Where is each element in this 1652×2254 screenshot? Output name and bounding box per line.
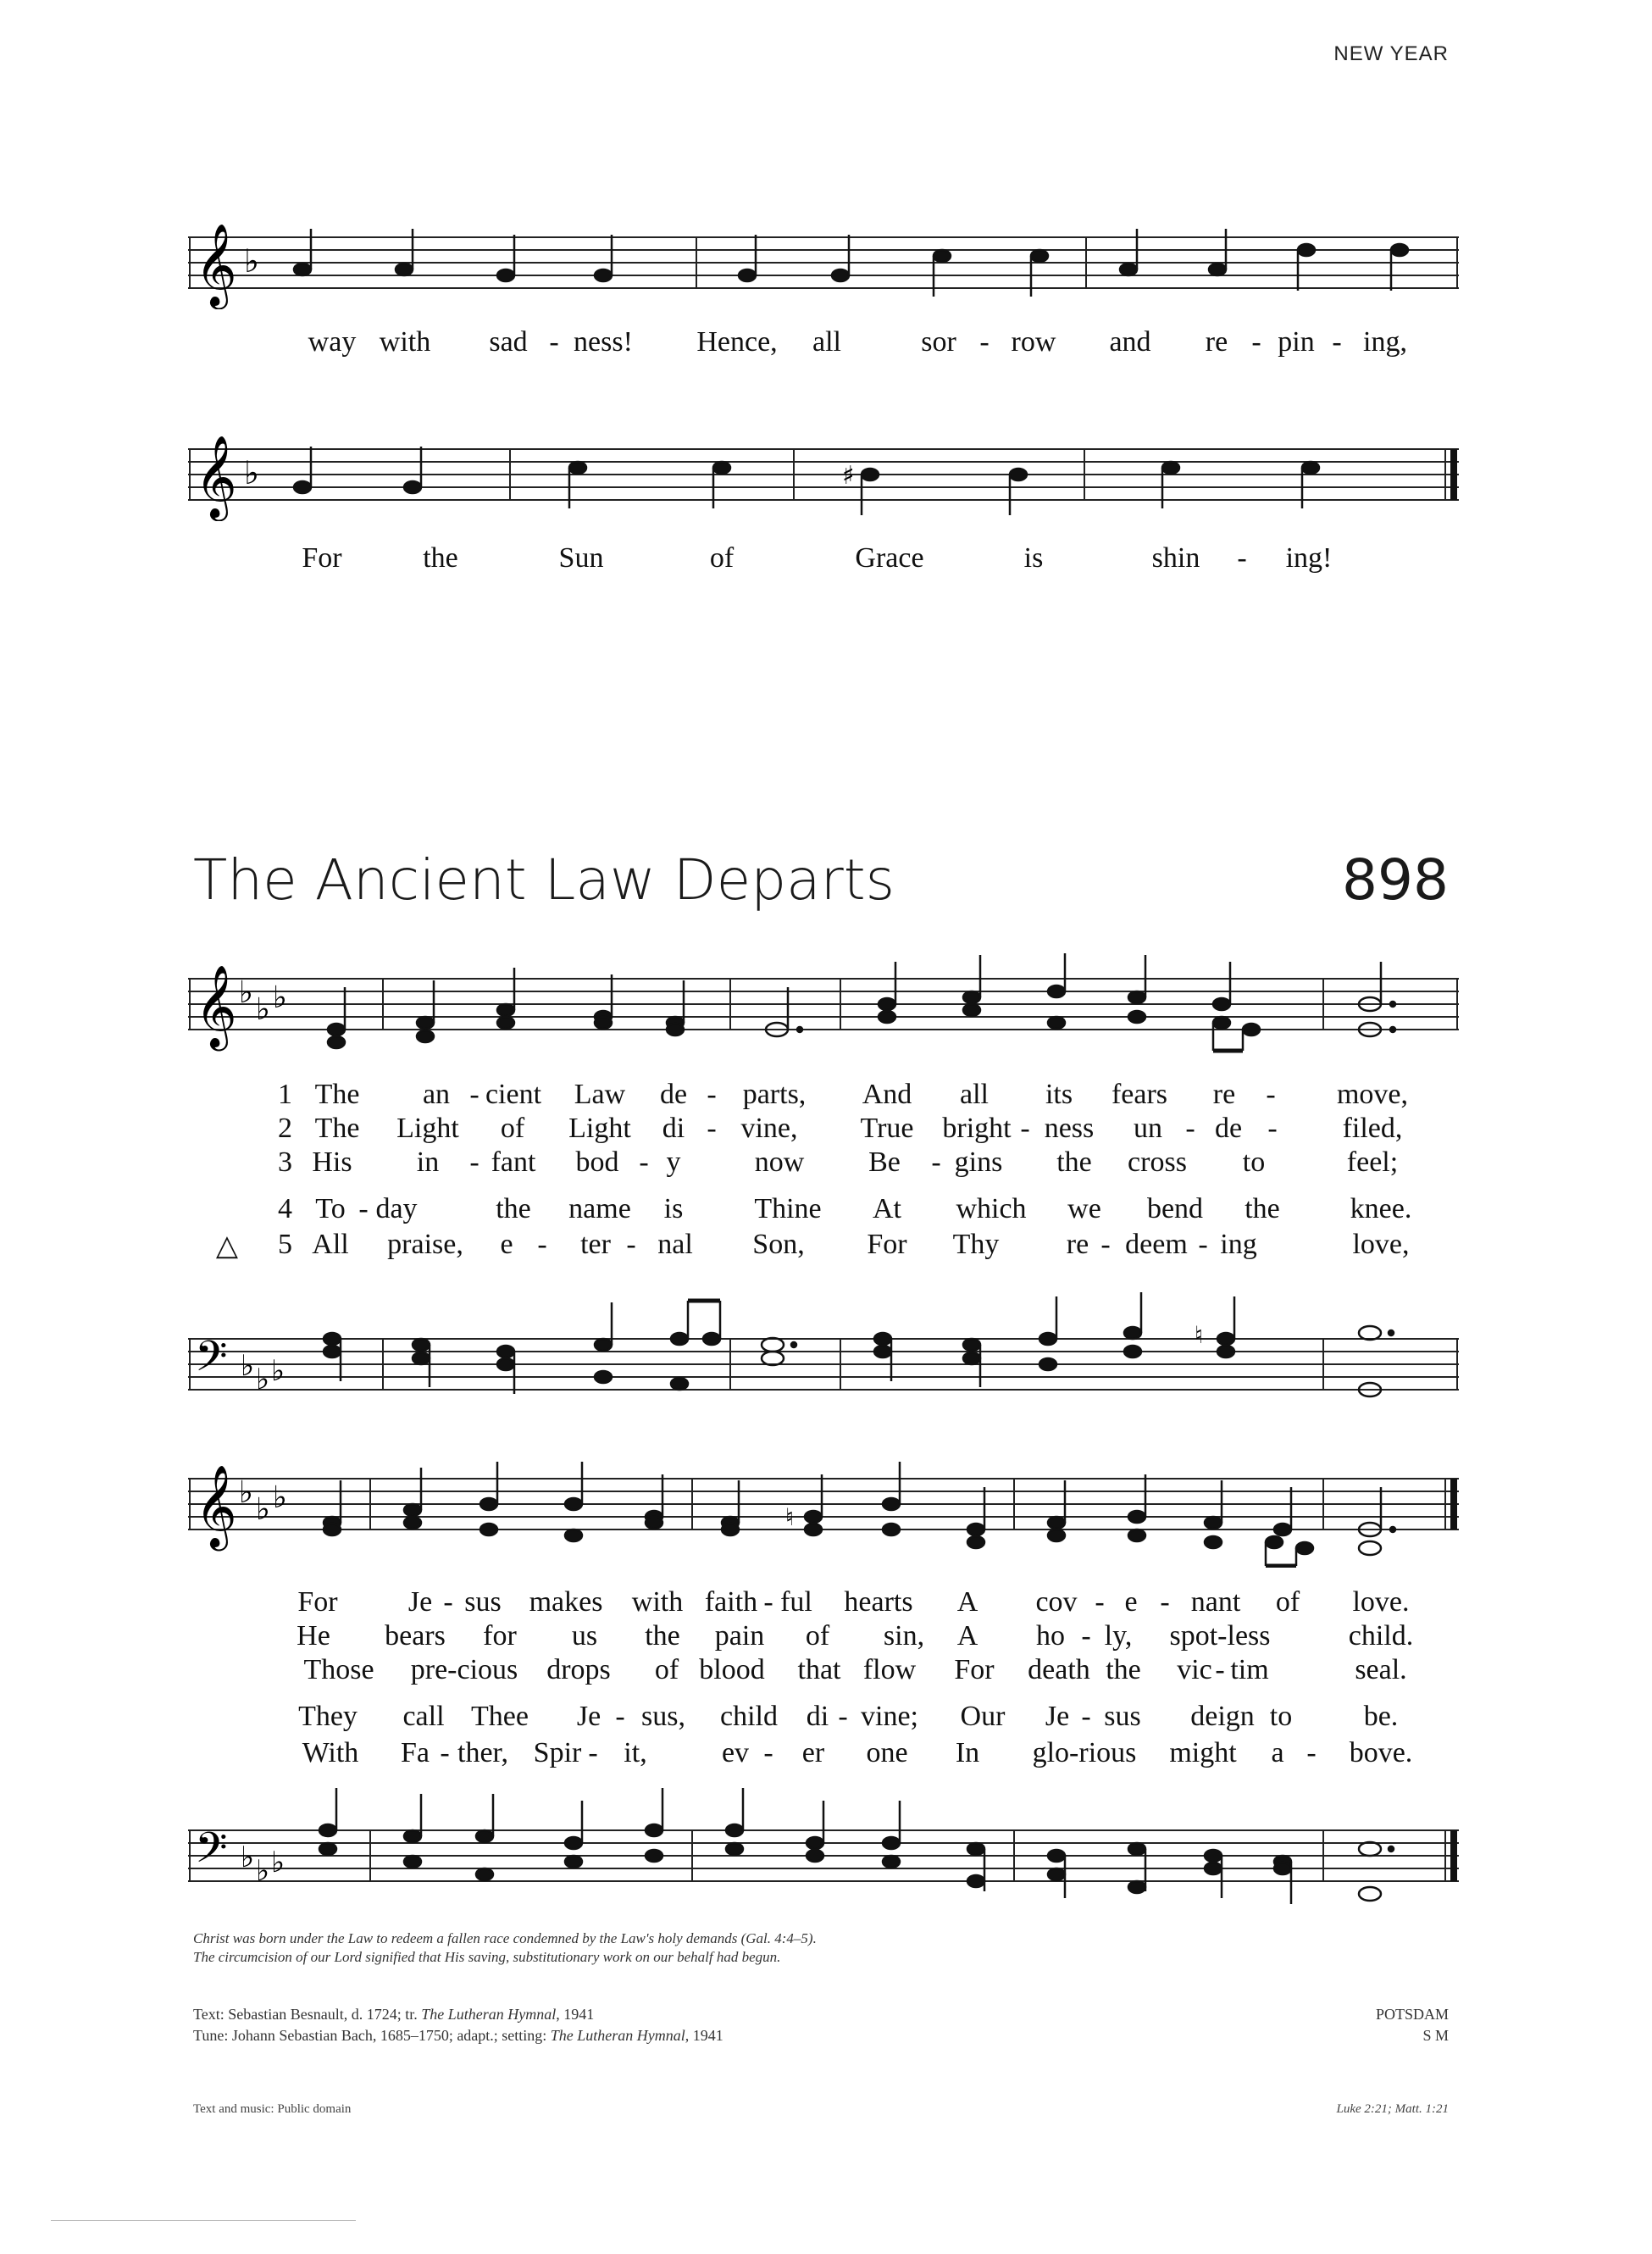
syllable: - (707, 1079, 717, 1110)
syllable: cov (1035, 1586, 1078, 1618)
syllable: bove. (1349, 1737, 1413, 1768)
notes (324, 1292, 1394, 1396)
syllable: sor (921, 326, 956, 358)
syllable: the (1056, 1146, 1092, 1178)
syllable: its (1045, 1079, 1073, 1110)
treble-clef-icon: 𝄞 (195, 964, 237, 1047)
syllable: For (954, 1654, 995, 1685)
syllable: of (709, 542, 735, 574)
text-credit-year: , 1941 (556, 2006, 595, 2023)
syllable: which (956, 1193, 1027, 1224)
syllable: Son, (752, 1229, 805, 1260)
syllable: Our (960, 1701, 1006, 1732)
syllable: ly, (1104, 1620, 1133, 1652)
syllable: - (626, 1229, 636, 1260)
syllable: move, (1336, 1079, 1409, 1110)
syllable: - (931, 1146, 941, 1178)
syllable: Sun (558, 542, 604, 574)
syllable: of (654, 1654, 679, 1685)
syllable: ev (721, 1737, 750, 1768)
syllable: Je (576, 1701, 601, 1732)
syllable: un (1134, 1113, 1162, 1144)
syllable: di (806, 1701, 829, 1732)
staff-lines (188, 237, 1459, 288)
syllable: All (312, 1229, 349, 1260)
syllable: - (443, 1586, 453, 1618)
syllable: ing, (1363, 326, 1407, 358)
note-line-1: Christ was born under the Law to redeem a fallen race condemned by the Law's holy demands (Gal. 4:4–5). (193, 1930, 817, 1946)
syllable: e (1124, 1586, 1138, 1618)
flat-icon: ♭ (244, 454, 259, 491)
syllable: ing (1220, 1229, 1257, 1260)
syllable: the (1245, 1193, 1280, 1224)
flat-icon: ♭ (273, 980, 287, 1015)
flat-icon: ♭ (256, 1363, 270, 1396)
final-barline (1450, 1830, 1457, 1881)
syllable: deem (1125, 1229, 1188, 1260)
syllable: - (615, 1701, 625, 1732)
sharp-icon: ♯ (842, 461, 855, 491)
syllable: bend (1146, 1193, 1204, 1224)
lyrics-prev-line-1 (0, 326, 1652, 360)
syllable: with (631, 1586, 684, 1618)
syllable: - (469, 1146, 480, 1178)
syllable: The (314, 1079, 360, 1110)
syllable: - (639, 1146, 649, 1178)
staff-lines (188, 1479, 1459, 1530)
syllable: death (1028, 1654, 1090, 1685)
syllable: praise, (387, 1229, 463, 1260)
flat-icon: ♭ (271, 1846, 285, 1879)
bass-clef-icon: 𝄢 (195, 1824, 228, 1883)
lyrics-s1-verse-4 (0, 1193, 1652, 1227)
lyrics-s2-verse-3 (0, 1654, 1652, 1688)
syllable: Thine (754, 1193, 822, 1224)
text-credit (193, 2004, 723, 2025)
credits (193, 2004, 723, 2046)
syllable: spot-less (1169, 1620, 1271, 1652)
syllable: seal. (1355, 1654, 1407, 1685)
syllable: Those (303, 1654, 374, 1685)
syllable: ful (780, 1586, 812, 1618)
treble-clef-icon: 𝄞 (195, 223, 237, 306)
syllable: - (1100, 1229, 1111, 1260)
syllable: sad (489, 326, 528, 358)
flat-icon: ♭ (271, 1354, 285, 1388)
syllable: feel; (1346, 1146, 1399, 1178)
syllable: de (1214, 1113, 1243, 1144)
lyrics-s2-verse-2 (0, 1620, 1652, 1654)
notes (319, 1788, 1394, 1904)
music-staff-treble-2 (188, 1441, 1459, 1568)
syllable: He (297, 1620, 330, 1652)
syllable: glo-rious (1032, 1737, 1137, 1768)
syllable: drops (546, 1654, 611, 1685)
syllable: might (1169, 1737, 1237, 1768)
syllable: love. (1352, 1586, 1410, 1618)
lyrics-s2-verse-5 (0, 1737, 1652, 1771)
syllable: re (1212, 1079, 1236, 1110)
syllable: cient (485, 1079, 542, 1110)
syllable: For (297, 1586, 338, 1618)
syllable: sus (464, 1586, 502, 1618)
syllable: to (1242, 1146, 1266, 1178)
syllable: Je (1045, 1701, 1070, 1732)
lyrics-s1-verse-3 (0, 1146, 1652, 1180)
natural-icon: ♮ (1195, 1321, 1204, 1349)
syllable: - (763, 1737, 773, 1768)
syllable: row (1011, 326, 1056, 358)
tune-name: POTSDAM (1375, 2006, 1449, 2023)
scripture-reference: Luke 2:21; Matt. 1:21 (1336, 2102, 1449, 2116)
verse-number: 3 (278, 1146, 292, 1178)
syllable: di (662, 1113, 685, 1144)
syllable: - (1306, 1737, 1317, 1768)
syllable: vine, (740, 1113, 798, 1144)
syllable: is (663, 1193, 684, 1224)
syllable: pin (1278, 326, 1315, 358)
syllable: the (423, 542, 458, 574)
syllable: Hence, (696, 326, 778, 358)
hymn-number: 898 (1342, 847, 1449, 913)
syllable: is (1023, 542, 1044, 574)
flat-icon: ♭ (256, 992, 270, 1027)
syllable: of (805, 1620, 830, 1652)
syllable: of (1275, 1586, 1300, 1618)
note-line-2: The circumcision of our Lord signified that His saving, substitutionary work on our behalf had begun. (193, 1949, 781, 1965)
syllable: flow (862, 1654, 917, 1685)
syllable: - (1081, 1620, 1091, 1652)
syllable: y (666, 1146, 681, 1178)
syllable: - (763, 1586, 773, 1618)
flat-icon: ♭ (239, 975, 253, 1010)
tune-info (1376, 2004, 1449, 2046)
syllable: - (707, 1113, 717, 1144)
syllable: de (659, 1079, 688, 1110)
syllable: with (379, 326, 431, 358)
verse-number: 1 (278, 1079, 292, 1110)
syllable: and (1109, 326, 1151, 358)
final-barline (1450, 449, 1457, 500)
syllable: now (754, 1146, 805, 1178)
syllable: shin (1151, 542, 1200, 574)
syllable: - (1081, 1701, 1091, 1732)
syllable: Law (574, 1079, 626, 1110)
syllable: parts, (742, 1079, 807, 1110)
syllable: that (797, 1654, 841, 1685)
syllable: day (375, 1193, 418, 1224)
syllable: one (866, 1737, 908, 1768)
syllable: be. (1363, 1701, 1399, 1732)
syllable: all (960, 1079, 989, 1110)
staff-lines (188, 449, 1459, 500)
notes (328, 953, 1395, 1051)
syllable: bright (942, 1113, 1012, 1144)
syllable: - (979, 326, 990, 358)
music-staff-prev-1 (188, 216, 1459, 309)
syllable: Thee (471, 1701, 529, 1732)
syllable: His (312, 1146, 352, 1178)
syllable: of (500, 1113, 525, 1144)
syllable: bod (575, 1146, 619, 1178)
syllable: love, (1352, 1229, 1410, 1260)
text-credit-prefix: Text: Sebastian Besnault, d. 1724; tr. (193, 2006, 422, 2023)
music-staff-prev-2 (188, 428, 1459, 521)
syllable: child. (1348, 1620, 1414, 1652)
verse-number: 4 (278, 1193, 292, 1224)
syllable: ing! (1285, 542, 1333, 574)
lyrics-s1-verse-1 (0, 1079, 1652, 1113)
syllable: knee. (1350, 1193, 1412, 1224)
syllable: cross (1128, 1146, 1187, 1178)
syllable: us (571, 1620, 598, 1652)
syllable: child (720, 1701, 778, 1732)
syllable: - (549, 326, 559, 358)
syllable: Be (868, 1146, 901, 1178)
syllable: A (956, 1620, 978, 1652)
lyrics-s2-verse-4 (0, 1701, 1652, 1735)
syllable: To (315, 1193, 346, 1224)
syllable: deign (1190, 1701, 1255, 1732)
syllable: pre-cious (410, 1654, 518, 1685)
syllable: fant (491, 1146, 536, 1178)
syllable: Spir (533, 1737, 582, 1768)
syllable: filed, (1342, 1113, 1403, 1144)
scripture-note (193, 1929, 817, 1967)
syllable: With (302, 1737, 359, 1768)
syllable: in (416, 1146, 440, 1178)
syllable: vic (1177, 1654, 1212, 1685)
meter: S M (1422, 2027, 1449, 2044)
copyright-notice: Text and music: Public domain (193, 2102, 352, 2116)
tune-credit-prefix: Tune: Johann Sebastian Bach, 1685–1750; adapt.; setting: (193, 2027, 551, 2044)
syllable: faith (704, 1586, 758, 1618)
syllable: sus, (641, 1701, 685, 1732)
syllable: sus (1104, 1701, 1141, 1732)
syllable: bears (385, 1620, 446, 1652)
syllable: fears (1111, 1079, 1168, 1110)
treble-clef-icon: 𝄞 (195, 1464, 237, 1547)
syllable: we (1067, 1193, 1101, 1224)
flat-icon: ♭ (256, 1854, 270, 1888)
staff-lines (188, 979, 1459, 1030)
syllable: call (402, 1701, 445, 1732)
syllable: way (308, 326, 357, 358)
syllable: tim (1230, 1654, 1269, 1685)
syllable: Fa (401, 1737, 430, 1768)
syllable: Light (568, 1113, 631, 1144)
syllable: a (1271, 1737, 1284, 1768)
syllable: Light (396, 1113, 459, 1144)
verse-number: 5 (278, 1229, 292, 1260)
syllable: sin, (883, 1620, 925, 1652)
syllable: - (1267, 1113, 1278, 1144)
final-barline (1450, 1479, 1457, 1530)
syllable: At (873, 1193, 901, 1224)
tune-credit (193, 2025, 723, 2046)
scan-edge-line (51, 2220, 356, 2221)
syllable: it, (624, 1737, 647, 1768)
text-credit-book: The Lutheran Hymnal (421, 2006, 557, 2023)
syllable: - (1215, 1654, 1225, 1685)
tune-credit-book: The Lutheran Hymnal (550, 2027, 685, 2044)
flat-icon: ♭ (241, 1349, 255, 1383)
syllable: hearts (844, 1586, 913, 1618)
tune-credit-year: , 1941 (685, 2027, 723, 2044)
syllable: blood (699, 1654, 765, 1685)
syllable: an (422, 1079, 451, 1110)
syllable: re (1066, 1229, 1089, 1260)
syllable: Je (407, 1586, 433, 1618)
syllable: e (500, 1229, 513, 1260)
syllable: ho (1036, 1620, 1065, 1652)
natural-icon: ♮ (785, 1503, 795, 1531)
syllable: - (1266, 1079, 1276, 1110)
syllable: - (1198, 1229, 1208, 1260)
lyrics-s1-verse-2 (0, 1113, 1652, 1146)
syllable: for (483, 1620, 517, 1652)
bass-clef-icon: 𝄢 (195, 1332, 228, 1391)
syllable: True (860, 1113, 914, 1144)
lyrics-s1-verse-5 (0, 1229, 1652, 1263)
music-staff-bass-1 (188, 1284, 1459, 1411)
hymn-title: The Ancient Law Departs (193, 847, 895, 913)
syllable: Thy (952, 1229, 1000, 1260)
syllable: the (496, 1193, 531, 1224)
verse-number: 2 (278, 1113, 292, 1144)
syllable: ness! (574, 326, 633, 358)
syllable: In (955, 1737, 980, 1768)
lyrics-prev-line-2 (0, 542, 1652, 576)
syllable: nal (657, 1229, 693, 1260)
flat-icon: ♭ (244, 242, 259, 280)
syllable: - (1185, 1113, 1195, 1144)
syllable: They (298, 1701, 358, 1732)
music-staff-bass-2 (188, 1784, 1459, 1919)
triangle-marker-icon: △ (215, 1230, 239, 1262)
syllable: ness (1044, 1113, 1095, 1144)
syllable: The (314, 1113, 360, 1144)
syllable: - (358, 1193, 369, 1224)
syllable: For (867, 1229, 907, 1260)
flat-icon: ♭ (273, 1480, 287, 1515)
syllable: ter (580, 1229, 611, 1260)
syllable: ther, (457, 1737, 508, 1768)
music-staff-treble-1 (188, 953, 1459, 1055)
syllable: name (568, 1193, 631, 1224)
syllable: re (1205, 326, 1228, 358)
staff-lines (188, 1339, 1459, 1390)
syllable: - (588, 1737, 598, 1768)
treble-clef-icon: 𝄞 (195, 435, 237, 518)
syllable: the (645, 1620, 680, 1652)
syllable: For (302, 542, 342, 574)
syllable: pain (714, 1620, 765, 1652)
syllable: makes (529, 1586, 603, 1618)
syllable: - (440, 1737, 450, 1768)
syllable: Grace (855, 542, 924, 574)
lyrics-s2-verse-1 (0, 1586, 1652, 1620)
section-label: NEW YEAR (1333, 42, 1449, 65)
syllable: - (1332, 326, 1342, 358)
syllable: - (537, 1229, 547, 1260)
syllable: gins (954, 1146, 1003, 1178)
syllable: - (1160, 1586, 1170, 1618)
syllable: - (469, 1079, 480, 1110)
syllable: to (1269, 1701, 1293, 1732)
notes (324, 1462, 1395, 1566)
flat-icon: ♭ (256, 1492, 270, 1527)
syllable: vine; (861, 1701, 918, 1732)
syllable: - (838, 1701, 848, 1732)
notes (294, 447, 1319, 515)
syllable: And (862, 1079, 912, 1110)
flat-icon: ♭ (239, 1475, 253, 1510)
flat-icon: ♭ (241, 1840, 255, 1874)
syllable: all (812, 326, 841, 358)
syllable: - (1095, 1586, 1105, 1618)
syllable: the (1106, 1654, 1141, 1685)
syllable: - (1020, 1113, 1030, 1144)
syllable: nant (1190, 1586, 1241, 1618)
syllable: A (956, 1586, 978, 1618)
syllable: - (1251, 326, 1261, 358)
syllable: - (1237, 542, 1247, 574)
syllable: er (801, 1737, 825, 1768)
